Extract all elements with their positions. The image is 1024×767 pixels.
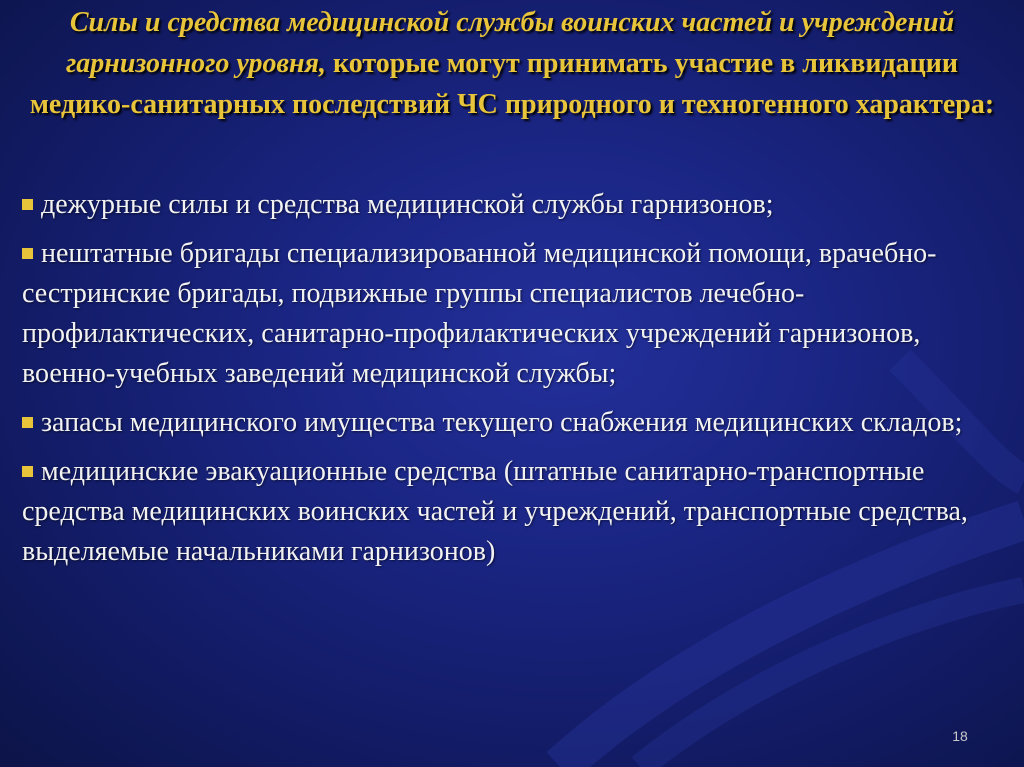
list-item (22, 185, 997, 225)
list-item-text: медицинские эвакуационные средства (штатные санитарно-транспортные средства медицинских воинских частей и учреждений, транспортные средства, выделяемые начальниками гарнизонов) (22, 456, 968, 567)
square-bullet-icon (22, 466, 33, 477)
slide-title-italic: Силы и средства медицинской службы воинских частей и учреждений гарнизонного уровня, (65, 7, 955, 79)
list-item (22, 452, 997, 572)
list-item (22, 234, 997, 394)
slide-title (20, 2, 1004, 125)
list-item-text: нештатные бригады специализированной медицинской помощи, врачебно-сестринские бригады, подвижные группы специалистов лечебно-профилактических, санитарно-профилактических учреждений гарнизонов, военно-учебных заведений медицинской службы; (22, 238, 937, 389)
slide-number: 18 (952, 728, 968, 744)
square-bullet-icon (22, 199, 33, 210)
list-item-text: запасы медицинского имущества текущего снабжения медицинских складов; (41, 407, 963, 438)
bullet-list (22, 185, 997, 581)
slide-title-rest: которые могут принимать участие в ликвидации медико-санитарных последствий ЧС природного и техногенного характера: (29, 48, 995, 120)
list-item-text: дежурные силы и средства медицинской службы гарнизонов; (41, 189, 774, 220)
square-bullet-icon (22, 248, 33, 259)
list-item (22, 403, 997, 443)
square-bullet-icon (22, 417, 33, 428)
